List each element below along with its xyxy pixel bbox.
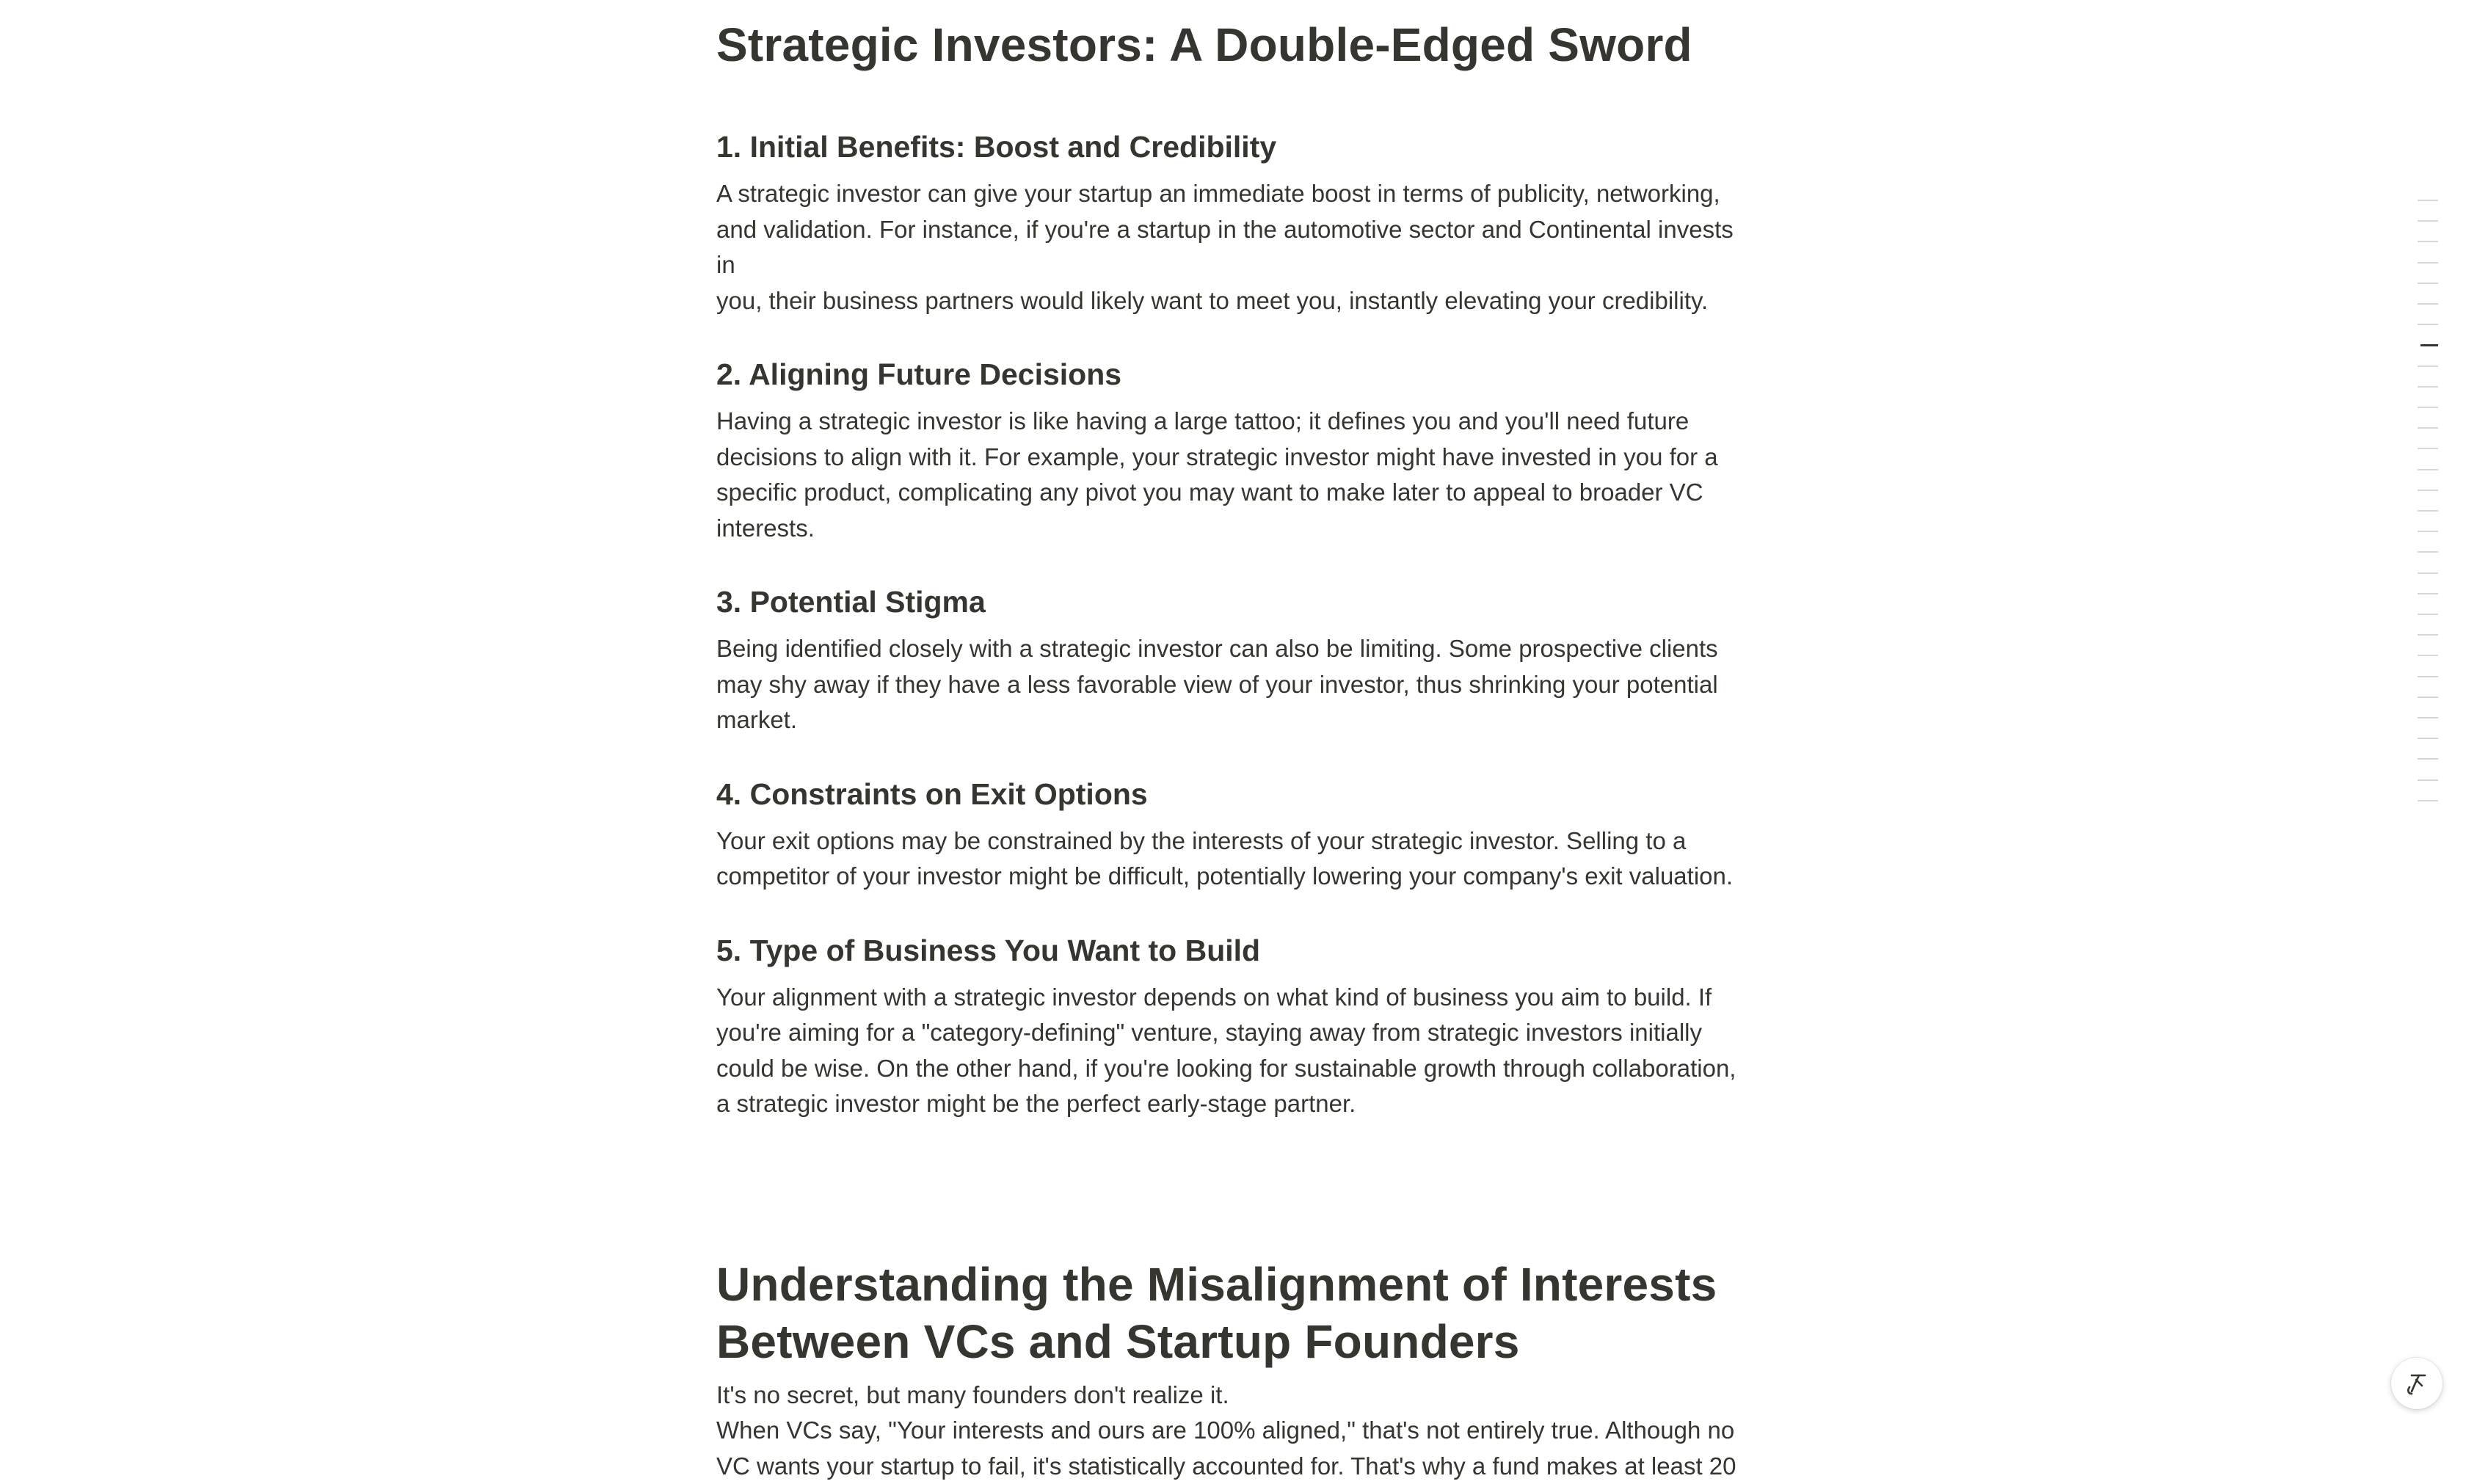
outline-tick[interactable]: [2418, 800, 2438, 801]
outline-tick[interactable]: [2418, 779, 2438, 781]
paragraph-misalignment-intro: [716, 1378, 1758, 1484]
heading-constraints-exit-options: 4. Constraints on Exit Options: [716, 774, 1758, 815]
outline-tick-active[interactable]: [2420, 344, 2438, 346]
outline-tick[interactable]: [2418, 572, 2438, 574]
outline-navigation[interactable]: [2415, 200, 2444, 787]
outline-tick[interactable]: [2418, 448, 2438, 449]
text-line: you're aiming for a "category-defining" venture, staying away from strategic investors initially: [716, 1015, 1758, 1051]
outline-tick[interactable]: [2418, 469, 2438, 470]
outline-tick[interactable]: [2418, 220, 2438, 222]
outline-tick[interactable]: [2418, 676, 2438, 677]
outline-tick[interactable]: [2418, 386, 2438, 388]
text-line: Being identified closely with a strategic investor can also be limiting. Some prospective clients: [716, 631, 1758, 667]
text-line: interests.: [716, 511, 1758, 547]
outline-tick[interactable]: [2418, 303, 2438, 305]
outline-tick[interactable]: [2418, 262, 2438, 263]
text-line: Having a strategic investor is like having a large tattoo; it defines you and you'll need future: [716, 404, 1758, 440]
outline-tick[interactable]: [2418, 614, 2438, 615]
outline-tick[interactable]: [2418, 283, 2438, 284]
outline-tick[interactable]: [2418, 365, 2438, 367]
help-icon: [2403, 1370, 2431, 1397]
text-line: and validation. For instance, if you're a startup in the automotive sector and Continental invests in: [716, 212, 1758, 283]
text-line: When VCs say, "Your interests and ours are 100% aligned," that's not entirely true. Although no: [716, 1413, 1758, 1449]
text-line: It's no secret, but many founders don't realize it.: [716, 1378, 1758, 1414]
outline-tick[interactable]: [2418, 593, 2438, 594]
outline-tick[interactable]: [2418, 510, 2438, 512]
heading-line: Between VCs and Startup Founders: [716, 1313, 1758, 1370]
paragraph-constraints-exit-options: [716, 823, 1758, 895]
heading-strategic-investors: Strategic Investors: A Double-Edged Sword: [716, 16, 1758, 73]
text-line: you, their business partners would likely want to meet you, instantly elevating your credibility.: [716, 283, 1758, 319]
paragraph-potential-stigma: [716, 631, 1758, 738]
heading-misalignment-of-interests: [716, 1256, 1758, 1370]
text-line: decisions to align with it. For example, your strategic investor might have invested in you for a: [716, 440, 1758, 476]
heading-line: Understanding the Misalignment of Interests: [716, 1256, 1758, 1313]
outline-tick[interactable]: [2418, 407, 2438, 408]
outline-tick[interactable]: [2418, 696, 2438, 698]
outline-tick[interactable]: [2418, 717, 2438, 719]
text-line: market.: [716, 702, 1758, 738]
heading-type-of-business: 5. Type of Business You Want to Build: [716, 930, 1758, 971]
outline-tick[interactable]: [2418, 531, 2438, 532]
text-line: a strategic investor might be the perfect early-stage partner.: [716, 1086, 1758, 1122]
text-line: Your exit options may be constrained by the interests of your strategic investor. Selling to a: [716, 823, 1758, 859]
outline-tick[interactable]: [2418, 551, 2438, 553]
text-line: specific product, complicating any pivot you may want to make later to appeal to broader VC: [716, 475, 1758, 511]
paragraph-initial-benefits: [716, 176, 1758, 319]
paragraph-type-of-business: [716, 980, 1758, 1122]
page-content: [716, 16, 1758, 1484]
outline-tick[interactable]: [2418, 738, 2438, 739]
text-line: could be wise. On the other hand, if you're looking for sustainable growth through collaboration,: [716, 1051, 1758, 1087]
heading-potential-stigma: 3. Potential Stigma: [716, 581, 1758, 622]
outline-tick[interactable]: [2418, 634, 2438, 636]
outline-tick[interactable]: [2418, 241, 2438, 242]
text-line: VC wants your startup to fail, it's statistically accounted for. That's why a fund makes at least 20: [716, 1449, 1758, 1484]
outline-tick[interactable]: [2418, 655, 2438, 656]
text-line: Your alignment with a strategic investor depends on what kind of business you aim to build. If: [716, 980, 1758, 1016]
heading-aligning-future-decisions: 2. Aligning Future Decisions: [716, 354, 1758, 395]
paragraph-aligning-future-decisions: [716, 404, 1758, 546]
text-line: may shy away if they have a less favorable view of your investor, thus shrinking your potential: [716, 667, 1758, 703]
outline-tick[interactable]: [2418, 758, 2438, 760]
help-button[interactable]: [2391, 1358, 2443, 1409]
outline-tick[interactable]: [2418, 427, 2438, 429]
heading-initial-benefits: 1. Initial Benefits: Boost and Credibility: [716, 126, 1758, 167]
text-line: A strategic investor can give your startup an immediate boost in terms of publicity, networking,: [716, 176, 1758, 212]
outline-tick[interactable]: [2418, 490, 2438, 491]
text-line: competitor of your investor might be difficult, potentially lowering your company's exit valuation.: [716, 859, 1758, 895]
outline-tick[interactable]: [2418, 200, 2438, 201]
outline-tick[interactable]: [2418, 324, 2438, 325]
